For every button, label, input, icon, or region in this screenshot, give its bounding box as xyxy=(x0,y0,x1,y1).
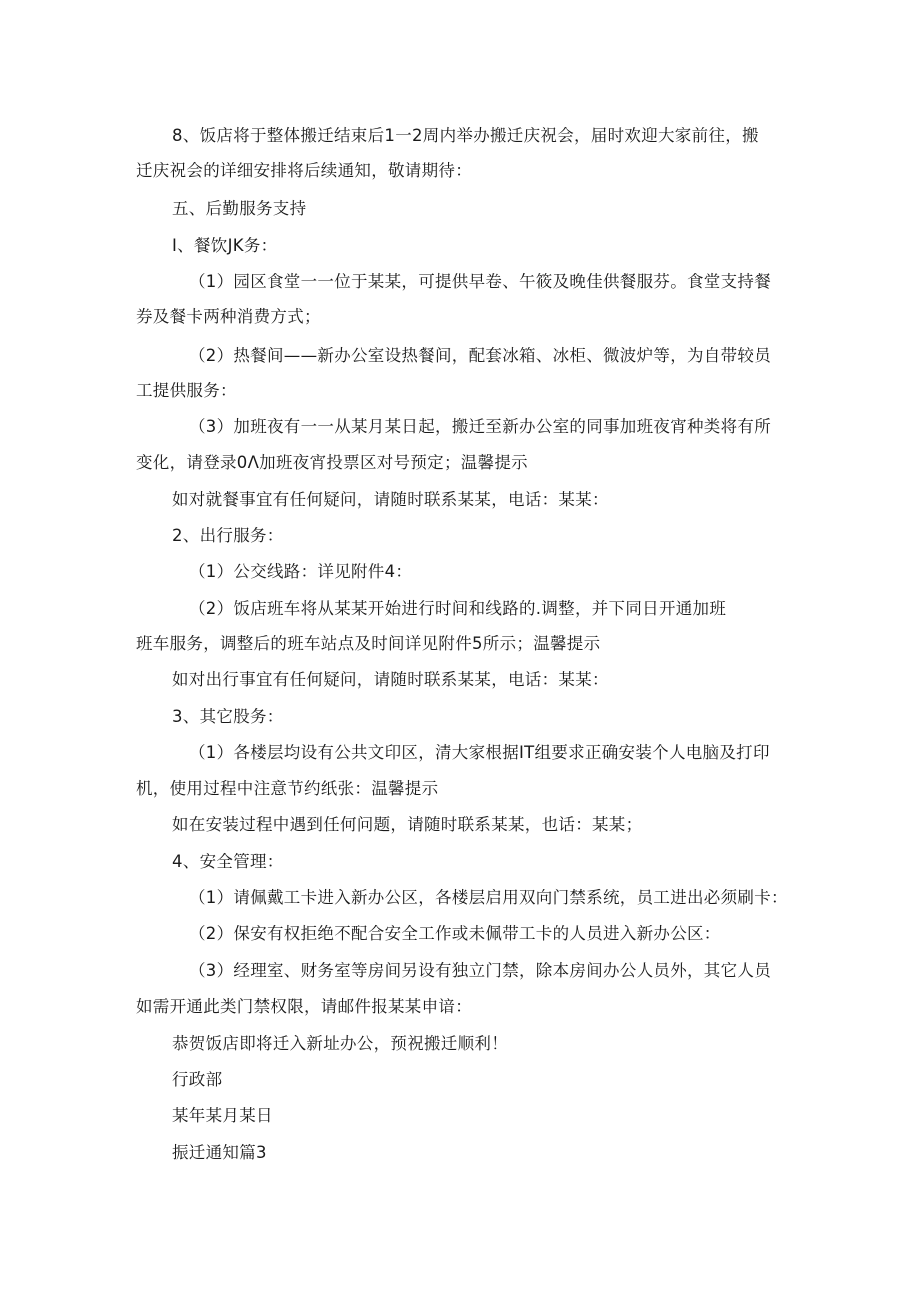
paragraph-line: 如在安装过程中遇到任何问题，请随时联系某某，也话：某某； xyxy=(172,815,643,834)
subsection-heading: 3、其它股务： xyxy=(172,707,284,726)
next-section-title: 振迁通知篇3 xyxy=(172,1143,267,1162)
paragraph-line: 工提供服务： xyxy=(136,381,237,400)
section-heading: 五、后勤服务支持 xyxy=(172,199,307,218)
paragraph-line: 机，使用过程中注意节约纸张：温馨提示 xyxy=(136,779,439,798)
subsection-heading: 4、安全管理： xyxy=(172,852,284,871)
paragraph-line: （1）园区食堂一一位于某某，可提供早卷、午筱及晚佳供餐服芬。食堂支持餐 xyxy=(189,272,771,291)
subsection-heading: 2、出行服务： xyxy=(172,526,284,545)
paragraph-line: 如对就餐事宜有任何疑问，请随时联系某某，电话：某某： xyxy=(172,490,609,509)
paragraph-line: 迁庆祝会的详细安排将后续通知，敬请期待： xyxy=(136,161,472,180)
signature-date: 某年某月某日 xyxy=(172,1106,273,1125)
paragraph-line: （1）请佩戴工卡进入新办公区，各楼层启用双向门禁系统，员工进出必须刷卡： xyxy=(189,888,788,907)
signature-department: 行政部 xyxy=(172,1070,223,1089)
paragraph-line: 班车服务，调整后的班车站点及时间详见附件5所示；温馨提示 xyxy=(136,634,601,653)
paragraph-line: （2）热餐间——新办公室设热餐间，配套冰箱、冰柜、微波炉等，为自带较员 xyxy=(189,346,771,365)
paragraph-line: （2）保安有权拒绝不配合安全工作或未佩带工卡的人员进入新办公区： xyxy=(189,924,721,943)
paragraph-line: （3）经理室、财务室等房间另设有独立门禁，除本房间办公人员外，其它人员 xyxy=(189,961,771,980)
paragraph-line: （2）饭店班车将从某某开始进行时间和线路的.调整，并下同日开通加班 xyxy=(189,599,727,618)
subsection-heading: I、餐饮JK务： xyxy=(172,236,278,255)
paragraph-line: （1）公交线路：详见附件4： xyxy=(189,562,413,581)
paragraph-line: （1）各楼层均设有公共文印区，清大家根据IT组要求正确安装个人电脑及打印 xyxy=(189,743,770,762)
paragraph-line: 如对出行事宜有任何疑问，请随时联系某某，电话：某某： xyxy=(172,670,609,689)
paragraph-line: 如需开通此类门禁权限，请邮件报某某申谙： xyxy=(136,997,472,1016)
paragraph-line: 恭贺饭店即将迁入新址办公，预祝搬迁顺利！ xyxy=(172,1034,508,1053)
paragraph-line: 券及餐卡两种消费方式； xyxy=(136,307,321,326)
paragraph-line: （3）加班夜有一一从某月某日起，搬迁至新办公室的同事加班夜宵种类将有所 xyxy=(189,417,771,436)
paragraph-line: 变化，请登录0Λ加班夜宵投票区对号预定；温馨提示 xyxy=(136,453,528,472)
paragraph-line: 8、饭店将于整体搬迁结束后1一2周内举办搬迁庆祝会，届时欢迎大家前往，搬 xyxy=(172,126,759,145)
